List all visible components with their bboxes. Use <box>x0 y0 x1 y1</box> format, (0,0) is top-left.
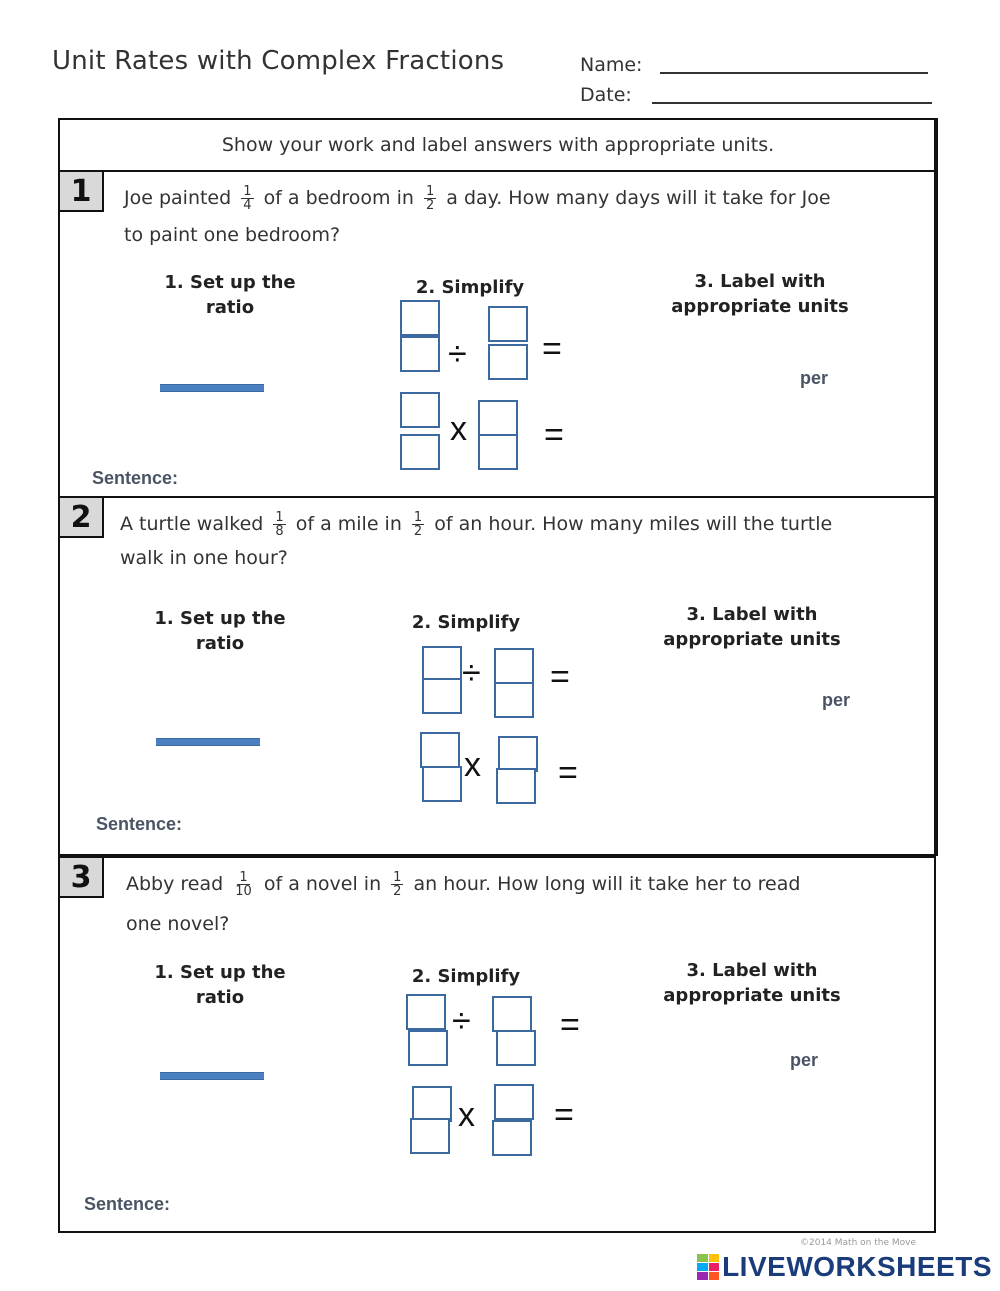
answer-box[interactable] <box>406 994 446 1030</box>
step-simplify-label: 2. Simplify <box>411 612 521 633</box>
answer-box[interactable] <box>412 1086 452 1122</box>
answer-box[interactable] <box>400 434 440 470</box>
worksheet-title: Unit Rates with Complex Fractions <box>52 46 505 76</box>
name-input-line[interactable] <box>660 72 928 74</box>
answer-box[interactable] <box>422 766 462 802</box>
fraction: $\frac{1}{2}$ <box>393 870 402 899</box>
answer-box[interactable] <box>478 400 518 436</box>
equals-symbol: = <box>544 416 564 454</box>
instructions-banner <box>58 118 938 172</box>
equals-symbol: = <box>560 1006 580 1044</box>
brand-name: LIVEWORKSHEETS <box>722 1251 992 1282</box>
answer-box[interactable] <box>494 648 534 684</box>
equals-symbol: = <box>558 754 578 792</box>
problem-question-line-1: Abby read $\frac{1}{10}$ of a novel in $\frac{1}{2}$ an hour. How long will it take her to read <box>126 870 801 899</box>
divide-symbol: ÷ <box>452 1002 471 1040</box>
sentence-label: Sentence: <box>96 814 183 834</box>
ratio-fraction-bar <box>156 738 260 746</box>
answer-box[interactable] <box>410 1118 450 1154</box>
problem-number: 1 <box>60 172 104 212</box>
answer-box[interactable] <box>422 678 462 714</box>
times-symbol: x <box>450 410 467 448</box>
step-label-units: 3. Label with appropriate units <box>663 604 841 650</box>
answer-box[interactable] <box>400 336 440 372</box>
step-simplify-label: 2. Simplify <box>415 277 525 298</box>
copyright-text: ©2014 Math on the Move <box>800 1238 916 1248</box>
problem-3-section <box>58 856 936 1233</box>
answer-box[interactable] <box>478 434 518 470</box>
answer-box[interactable] <box>498 736 538 772</box>
sentence-label: Sentence: <box>84 1194 171 1214</box>
problem-question-line-2: to paint one bedroom? <box>124 224 341 246</box>
problem-question-line-1: Joe painted $\frac{1}{4}$ of a bedroom in $\frac{1}{2}$ a day. How many days will it take for Joe <box>124 184 831 213</box>
step-label-units: 3. Label with appropriate units <box>671 271 849 317</box>
instructions-text: Show your work and label answers with appropriate units. <box>221 134 775 156</box>
sentence-label: Sentence: <box>92 468 179 488</box>
fraction: $\frac{1}{4}$ <box>243 184 252 213</box>
liveworksheets-logo-icon <box>697 1254 719 1280</box>
step-label-units: 3. Label with appropriate units <box>663 960 841 1006</box>
equals-symbol: = <box>542 330 562 368</box>
answer-box[interactable] <box>494 682 534 718</box>
answer-box[interactable] <box>492 996 532 1032</box>
problem-2-section <box>58 496 938 856</box>
answer-box[interactable] <box>496 768 536 804</box>
answer-box[interactable] <box>400 300 440 336</box>
name-label: Name: <box>580 54 643 76</box>
answer-box[interactable] <box>488 306 528 342</box>
answer-box[interactable] <box>422 646 462 682</box>
answer-box[interactable] <box>488 344 528 380</box>
equals-symbol: = <box>550 658 570 696</box>
ratio-fraction-bar <box>160 384 264 392</box>
problem-question-line-1: A turtle walked $\frac{1}{8}$ of a mile in $\frac{1}{2}$ of an hour. How many miles will the turtle <box>120 510 833 539</box>
divide-symbol: ÷ <box>448 335 467 373</box>
fraction: $\frac{1}{2}$ <box>425 184 435 213</box>
times-symbol: x <box>458 1096 475 1134</box>
per-label: per <box>790 1050 819 1070</box>
liveworksheets-logo[interactable] <box>697 1251 992 1283</box>
answer-box[interactable] <box>420 732 460 768</box>
per-label: per <box>800 368 829 388</box>
date-input-line[interactable] <box>652 102 932 104</box>
date-label: Date: <box>580 84 632 106</box>
problem-question-line-2: walk in one hour? <box>120 547 288 569</box>
answer-box[interactable] <box>494 1084 534 1120</box>
per-label: per <box>822 690 851 710</box>
divide-symbol: ÷ <box>462 654 481 692</box>
problem-number: 2 <box>60 498 104 538</box>
answer-box[interactable] <box>492 1120 532 1156</box>
times-symbol: x <box>464 746 481 784</box>
equals-symbol: = <box>554 1096 574 1134</box>
fraction: $\frac{1}{2}$ <box>413 510 423 539</box>
step-setup-label: 1. Set up the ratio <box>154 608 286 654</box>
fraction: $\frac{1}{8}$ <box>275 510 284 539</box>
answer-box[interactable] <box>408 1030 448 1066</box>
step-setup-label: 1. Set up the ratio <box>164 272 296 318</box>
answer-box[interactable] <box>400 392 440 428</box>
problem-1-section <box>58 170 938 498</box>
problem-number: 3 <box>60 858 104 898</box>
answer-box[interactable] <box>496 1030 536 1066</box>
step-setup-label: 1. Set up the ratio <box>154 962 286 1008</box>
problem-question-line-2: one novel? <box>126 913 230 935</box>
step-simplify-label: 2. Simplify <box>411 966 521 987</box>
fraction: $\frac{1}{10}$ <box>235 870 252 899</box>
ratio-fraction-bar <box>160 1072 264 1080</box>
